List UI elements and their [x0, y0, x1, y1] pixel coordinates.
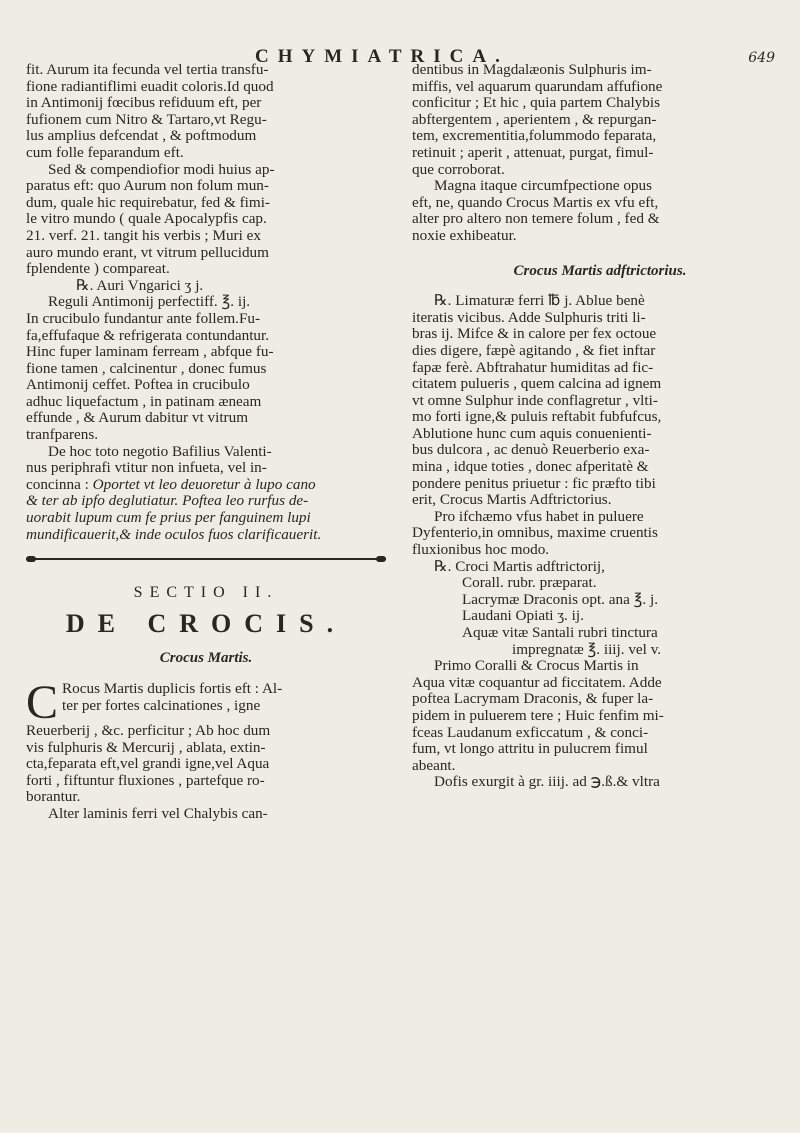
text-line: vis fulphuris & Mercurij , ablata, extin-: [26, 739, 266, 756]
recipe-line: Laudani Opiati ʒ. ij.: [462, 608, 584, 625]
text-line: De hoc toto negotio Bafilius Valenti-: [48, 443, 272, 460]
text-line: Ablutione hunc cum aquis conuenienti-: [412, 425, 652, 442]
text-line: bus dulcora , ac denuò Reuerberio exa-: [412, 442, 650, 459]
text-line: fione tamen , calcinentur , donec fumus: [26, 360, 267, 377]
section-label: SECTIO II.: [133, 584, 279, 602]
subheading: Crocus Martis.: [159, 650, 253, 667]
right-recipe: [412, 559, 788, 659]
left-paragraph-4: [26, 444, 386, 544]
text-line: Aqua vitæ coquantur ad ficcitatem. Adde: [412, 674, 662, 691]
italic-quote: uorabit lupum cum fe prius per fanguinem lupi: [26, 510, 311, 527]
text-line: le vitro mundo ( quale Apocalypfis cap.: [26, 211, 267, 228]
text-line: tem, excrementitia,folummodo feparata,: [412, 128, 657, 145]
right-column: [412, 62, 788, 791]
text-line: paratus eft: quo Aurum non folum mun-: [26, 178, 269, 195]
text-line: mina , idque toties , donec afperitatè &: [412, 459, 649, 476]
text-line: bras ij. Mifce & in calore per fex octoue: [412, 326, 657, 343]
left-paragraph-5: [26, 723, 386, 823]
text-line: nus periphrafi vtitur non infueta, vel in-: [26, 460, 267, 477]
text-line: fa,effufaque & refrigerata contundantur.: [26, 327, 270, 344]
right-paragraph-2: [412, 293, 788, 559]
text-line: Rocus Martis duplicis fortis eft : Al-: [62, 681, 283, 697]
text-line: Dyfenterio,in omnibus, maxime cruentis: [412, 525, 658, 542]
text-line: cum folle feparandum eft.: [26, 144, 184, 161]
left-column: [26, 62, 386, 823]
recipe-line: Lacrymæ Draconis opt. ana ℥. j.: [462, 591, 659, 608]
text-line: dentibus in Magdalæonis Sulphuris im-: [412, 62, 652, 78]
text-line: fluxionibus hoc modo.: [412, 542, 550, 559]
text-line: fceas Laudanum exficcatum , & conci-: [412, 724, 649, 741]
text-line: Sed & compendiofior modi huius ap-: [48, 161, 275, 178]
text-line: noxie exhibeatur.: [412, 227, 517, 244]
page-number: 649: [748, 50, 775, 66]
text-line: effunde , & Aurum dabitur vt vitrum: [26, 410, 249, 427]
text-line: abeant.: [412, 757, 456, 774]
recipe-line: ℞. Auri Vngarici ʒ j.: [76, 277, 204, 294]
text-line: adhuc liquefactum , in patinam æneam: [26, 393, 262, 410]
text-line: Hinc fuper laminam ferream , abfque fu-: [26, 344, 274, 361]
ornamental-rule: [26, 557, 386, 561]
paragraph-with-dropcap: [26, 676, 386, 729]
text-line: fione radiantiflimi euadit coloris.Id quod: [26, 78, 274, 95]
text-line: cta,feparata eft,vel grandi igne,vel Aqua: [26, 756, 270, 773]
text-line: Reuerberij , &c. perficitur ; Ab hoc dum: [26, 723, 271, 739]
text-line: lus amplius defcendat , & poftmodum: [26, 128, 257, 145]
left-paragraph-1: [26, 62, 386, 162]
text-line: abftergentem , aperientem , & repurgan-: [412, 111, 657, 128]
text-line: [26, 477, 386, 494]
text-line: fum, vt longo attritu in pulucrem fimul: [412, 741, 648, 758]
recipe-line: Corall. rubr. præparat.: [462, 575, 597, 592]
text-line: in Antimonij fœcibus refiduum eft, per: [26, 95, 262, 112]
italic-quote: & ter ab ipfo deglutiatur. Poftea leo rurfus de-: [26, 493, 309, 510]
text-line: eft, ne, quando Crocus Martis ex vfu eft,: [412, 194, 659, 211]
text-line: pondere penitus priuetur : fic præfto tibi: [412, 475, 656, 492]
left-recipe: [26, 278, 386, 311]
text-line: borantur.: [26, 789, 81, 806]
text-line: mo forti igne,& puluis reftabit fubfufcus,: [412, 409, 662, 426]
text-line: tranfparens.: [26, 427, 99, 444]
text-line: conficitur ; Et hic , quia partem Chalybis: [412, 95, 660, 112]
italic-quote: mundificauerit,& inde oculos fuos clarificauerit.: [26, 526, 322, 543]
text-line: Dofis exurgit à gr. iiij. ad ℈.ß.& vltra: [434, 774, 660, 791]
text-line: pidem in puluerem tere ; Huic fenfim mi-: [412, 707, 664, 724]
text-line: ter per fortes calcinationes , igne: [62, 697, 261, 714]
text-line: Antimonij ceffet. Poftea in crucibulo: [26, 377, 250, 394]
text-line: fufionem cum Nitro & Tartaro,vt Regu-: [26, 111, 267, 128]
text-line: In crucibulo fundantur ante follem.Fu-: [26, 310, 261, 327]
text-line: fit. Aurum ita fecunda vel tertia transfu-: [26, 62, 269, 78]
text-line: citatem pulueris , quem calcina ad ignem: [412, 376, 662, 393]
text-line: fapæ ferè. Abftrahatur humiditas ad fic-: [412, 359, 654, 376]
recipe-line: ℞. Croci Martis adftrictorij,: [434, 558, 605, 575]
text-line: 21. verf. 21. tangit his verbis ; Muri ex: [26, 227, 261, 244]
text-line: vt omne Sulphur inde conflagretur , vlti-: [412, 392, 658, 409]
text-line: que corroborat.: [412, 161, 505, 178]
text-line: dum, quale hic requirebatur, fed & fimi-: [26, 194, 270, 211]
text-line: fplendente ) compareat.: [26, 261, 170, 278]
section-title: DE CROCIS.: [65, 608, 347, 638]
text-line: alter pro altero non temere folum , fed &: [412, 211, 660, 228]
text-line: poftea Lacrymam Draconis, & fuper la-: [412, 691, 654, 708]
text-line: dies digere, fæpè agitando , & fiet inftar: [412, 342, 656, 359]
left-paragraph-3: [26, 311, 386, 444]
right-paragraph-3: [412, 658, 788, 791]
text-line: Magna itaque circumfpectione opus: [434, 178, 653, 195]
text-line: retinuit ; aperit , attenuat, purgat, fimul-: [412, 144, 654, 161]
text-line: Alter laminis ferri vel Chalybis can-: [48, 805, 268, 822]
text-line: auro mundo erant, vt vitrum pellucidum: [26, 244, 269, 261]
recipe-line: impregnatæ ℥. iiij. vel v.: [512, 641, 662, 658]
running-title: CHYMIATRICA.: [255, 46, 509, 67]
text-line: Primo Coralli & Crocus Martis in: [434, 658, 639, 675]
drop-cap: C: [26, 676, 59, 729]
text-line: forti , fiftuntur fluxiones , partefque ro-: [26, 772, 265, 789]
recipe-line: Aquæ vitæ Santali rubri tinctura: [462, 625, 658, 641]
recipe-line: Reguli Antimonij perfectiff. ℥. ij.: [48, 294, 251, 311]
text-line: ℞. Limaturæ ferri ℔ j. Ablue benè: [434, 293, 645, 310]
right-paragraph-1: [412, 62, 788, 245]
text-line: iteratis vicibus. Adde Sulphuris triti li-: [412, 309, 646, 326]
text-line: erit, Crocus Martis Adftrictorius.: [412, 492, 612, 509]
text-line: Pro ifchæmo vfus habet in puluere: [434, 508, 644, 525]
left-paragraph-2: [26, 162, 386, 278]
italic-quote: Oportet vt leo deuoretur à lupo cano: [92, 476, 316, 493]
text-fragment: concinna :: [26, 476, 89, 493]
text-line: miffis, vel aquarum quarundam affufione: [412, 78, 663, 95]
subheading: Crocus Martis adftrictorius.: [513, 262, 687, 279]
